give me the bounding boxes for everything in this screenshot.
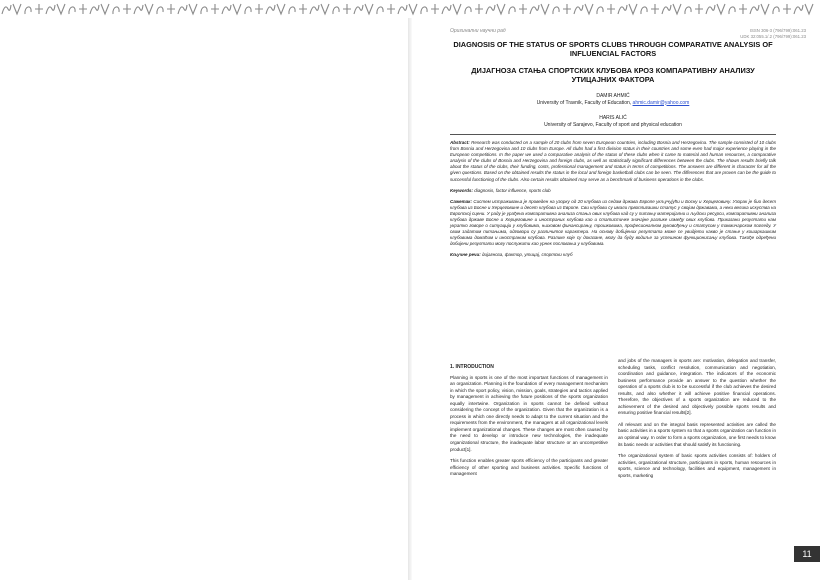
ornament-glyph <box>773 7 779 14</box>
ornament-glyph <box>597 7 603 14</box>
ornament-glyph <box>354 5 363 14</box>
issn-line-1: ISSN 306-3 (796/799):061.23 <box>749 28 806 33</box>
ornament-glyph <box>553 7 559 14</box>
ornament-glyph <box>167 4 175 14</box>
ornament-glyph <box>453 4 461 14</box>
ornament-glyph <box>255 4 263 14</box>
ornament-glyph <box>310 5 319 14</box>
abstract <box>450 140 776 183</box>
ornament-glyph <box>574 5 583 14</box>
ornament-glyph <box>46 5 55 14</box>
ornament-glyph <box>530 5 539 14</box>
ornament-glyph <box>662 5 671 14</box>
paragraph: All relevant and on the integral basis represented activities are called the basic activities in a sports system so that a sports organization can function in an optimal way. In order to form a sports organization, one first needs to know its basic needs or activities that should satisfy its functioning. <box>618 421 776 447</box>
ornament-glyph <box>222 5 231 14</box>
left-blank-page <box>0 18 408 580</box>
author-1-email-link[interactable]: ahmic.damir@yahoo.com <box>632 99 690 106</box>
ornament-glyph <box>618 5 627 14</box>
title-english: DIAGNOSIS OF THE STATUS OF SPORTS CLUBS THROUGH COMPARATIVE ANALYSIS OF INFLUENCIAL FACTORS <box>453 40 773 58</box>
ornament-glyph <box>563 4 571 14</box>
ornament-glyph <box>178 5 187 14</box>
ornament-glyph <box>651 4 659 14</box>
ornament-glyph <box>685 7 691 14</box>
ornament-glyph <box>442 5 451 14</box>
ornament-glyph <box>585 4 593 14</box>
ornament-glyph <box>695 4 703 14</box>
ornament-glyph <box>113 7 119 14</box>
ornament-glyph <box>409 4 417 14</box>
ornament-glyph <box>641 7 647 14</box>
ornament-glyph <box>69 7 75 14</box>
ornament-glyph <box>509 7 515 14</box>
ornament-glyph <box>13 4 21 14</box>
ornament-glyph <box>761 4 769 14</box>
ornament-glyph <box>398 5 407 14</box>
ornament-glyph <box>673 4 681 14</box>
ornament-glyph <box>475 4 483 14</box>
ornament-glyph <box>277 4 285 14</box>
ornament-glyph <box>421 7 427 14</box>
ornament-glyph <box>607 4 615 14</box>
ornament-glyph <box>123 4 131 14</box>
ornament-glyph <box>497 4 505 14</box>
ornament-glyph <box>729 7 735 14</box>
ornament-glyph <box>157 7 163 14</box>
keywords-label: Keywords: <box>450 187 474 193</box>
abstract-text: Research was conducted on a sample of 20 clubs from seven European countries, including Bosnia and Herzegovina. The sample consisted of 10 clubs from Bosnia and Herzegovina and 10 clubs from Europe. All clubs had a first division status in their countries and some even had major experience playing in the European competitions. In the paper we used a comparative analysis of the status of these clubs when it came to material and human resources, a comparative analysis of the clubs of Bosnia and Herzegovina and foreign clubs, as well as statistically significant differences between the clubs. The shown results briefly talk about the status of the clubs, their funding, costs, professional management and status in terms of competitions. The answers are different in character for all the given questions. Based on the obtained results the status in the local and foreign basketball clubs can be seen. The differences that are proven can be the guide to successful functioning of the clubs. Also certain results obtained may serve as a benchmark of business operations in the clubs. <box>450 140 776 182</box>
page-number-badge: 11 <box>794 546 820 562</box>
ornament-glyph <box>717 4 725 14</box>
abstract-label: Abstract: <box>450 140 470 145</box>
article-page <box>412 18 820 580</box>
ornament-glyph <box>431 4 439 14</box>
kljucne-reci-text: дијагноза, фактор, утицај, спортски клуб <box>482 252 573 258</box>
issn-line-2: UDK 32:055.1/.2 (796/799):061.23 <box>740 33 806 39</box>
ornament-glyph <box>101 4 109 14</box>
issn-block <box>740 28 806 39</box>
ornament-glyph <box>805 4 813 14</box>
article-front-matter <box>450 40 776 258</box>
ornament-glyph <box>233 4 241 14</box>
ornament-glyph <box>541 4 549 14</box>
ornament-glyph <box>365 4 373 14</box>
divider <box>450 134 776 135</box>
ornament-glyph <box>486 5 495 14</box>
sazetak-label: Сажетак: <box>450 198 472 204</box>
author-2-name: HARIS ALIĆ <box>599 115 627 121</box>
ornament-glyph <box>189 4 197 14</box>
author-1-name: DAMIR AHMIĆ <box>596 93 630 99</box>
section-heading: 1. INTRODUCTION <box>450 364 494 370</box>
ornament-glyph <box>211 4 219 14</box>
ornament-glyph <box>783 4 791 14</box>
author-1-affiliation-text: University of Travnik, Faculty of Education, <box>536 99 632 106</box>
ornament-glyph <box>739 4 747 14</box>
ornament-glyph <box>289 7 295 14</box>
author-1 <box>450 93 776 106</box>
ornament-pattern <box>0 0 820 18</box>
ornament-glyph <box>333 7 339 14</box>
paragraph: The organizational system of basic sports activities consists of: holders of activities, organizational structure, participants in sports, human resources in sports, science and technology, facilities and equipment, management in sports, marketing <box>618 453 776 478</box>
ornament-glyph <box>79 4 87 14</box>
sazetak <box>450 199 776 248</box>
paragraph: and jobs of the managers in sports are: motivation, delegation and transfer, scheduling tasks, conflict resolution, communication and negotiation, coordination and guidance, integration. The indicators of the economic business performance provide an answer to the question whether the operation of a sports club is to be successful if the club achieves the desired results, and also whether it will achieve positive financial operations. Therefore, the objectives of a sports organization are reduced to the achievement of the desired and objectively possible sports results and ensuring positive financial results[2]. <box>618 358 776 416</box>
paragraph: Planning in sports is one of the most important functions of management in an organization. Planning is the foundation of every management mechanism in which the sport policy, vision, mission, goals, strategies and tactics applied by management in achieving the future positions of the sports organization equally intertwine. Organization in sports cannot be defined without considering the concept of the organization. Given that the organization is a process in which one directly needs to adapt to the current situation and the requirements from the environment, the managers at all organizational levels implement organizational changes. These changes are most often caused by the need to develop or introduce new technologies, the inadequate organizational structure, the inadequate labor structure or an uncompetitive product[1]. <box>450 374 608 452</box>
author-1-affiliation <box>450 100 776 107</box>
kljucne-reci <box>450 252 776 258</box>
ornament-glyph <box>387 4 395 14</box>
ornament-glyph <box>706 5 715 14</box>
sazetak-text: Систем истраживања је проведен на узорку од 20 клубова из седам држава Европе укључујући и Босну и Херцеговину. Узорак је био десет клубова из Босне и Херцеговине и десет клубова из Европе. Сви клубови су имали првоплигашки статус у својим државама, а неки велика искуства на Европској сцени. У раду је урађена компаративна анализа стања ових клубова кад су у питању материјални и људски ресурси, компаративни анализа клубова државе Босне и Херцеговине и иностраних клубова као и статистичке значајне разлике између ових клубова. Приказани резултати нам укратко говоре о ситуацији у клубовима, њиховом финансирању, трошковима, професионалном руковођењу и статусом у такмичарском погледу. У свим задатим питањима, одговори су различитог карактера. На основу добијених резултата може се увидјети какво је стање у кошаркашким клубовима домаћим и иностраним клубова. Разлике које су доказане, могу да буду водиље за успешном функционисању клубова. Такође одређени добијени резултати могу послужити као урнек пословања у клубовима. <box>450 198 776 247</box>
title-serbian: ДИЈАГНОЗА СТАЊА СПОРТСКИХ КЛУБОВА КРОЗ КОМПАРАТИВНУ АНАЛИЗУ УТИЦАЈНИХ ФАКТОРА <box>471 66 755 84</box>
ornament-glyph <box>25 7 31 14</box>
ornament-glyph <box>35 4 43 14</box>
ornament-glyph <box>299 4 307 14</box>
ornament-glyph <box>377 7 383 14</box>
author-2-affiliation: University of Sarajevo, Faculty of sport and physical education <box>544 121 682 128</box>
paragraph: This function enables greater sports efficiency of the participants and greater efficiency of other sporting and business activities. Specific functions of management <box>450 458 608 477</box>
body-column-right <box>618 358 776 484</box>
journal-name: Оригинални научни рад <box>450 28 506 34</box>
ornament-glyph <box>201 7 207 14</box>
ornament-glyph <box>266 5 275 14</box>
ornament-glyph <box>245 7 251 14</box>
ornament-glyph <box>519 4 527 14</box>
ornament-glyph <box>57 4 65 14</box>
ornament-glyph <box>321 4 329 14</box>
ornament-glyph <box>2 5 11 14</box>
ornament-glyph <box>465 7 471 14</box>
ornament-glyph <box>750 5 759 14</box>
keywords <box>450 188 776 194</box>
kljucne-reci-label: Кључне речи: <box>450 252 481 258</box>
ornament-glyph <box>629 4 637 14</box>
ornament-glyph <box>134 5 143 14</box>
ornament-glyph <box>794 5 803 14</box>
decorative-header-border <box>0 0 820 19</box>
ornament-glyph <box>90 5 99 14</box>
ornament-glyph <box>343 4 351 14</box>
body-column-left <box>450 364 608 483</box>
keywords-text: diagnosis, factor influence, sports club <box>474 187 551 193</box>
author-2 <box>450 115 776 128</box>
ornament-glyph <box>145 4 153 14</box>
